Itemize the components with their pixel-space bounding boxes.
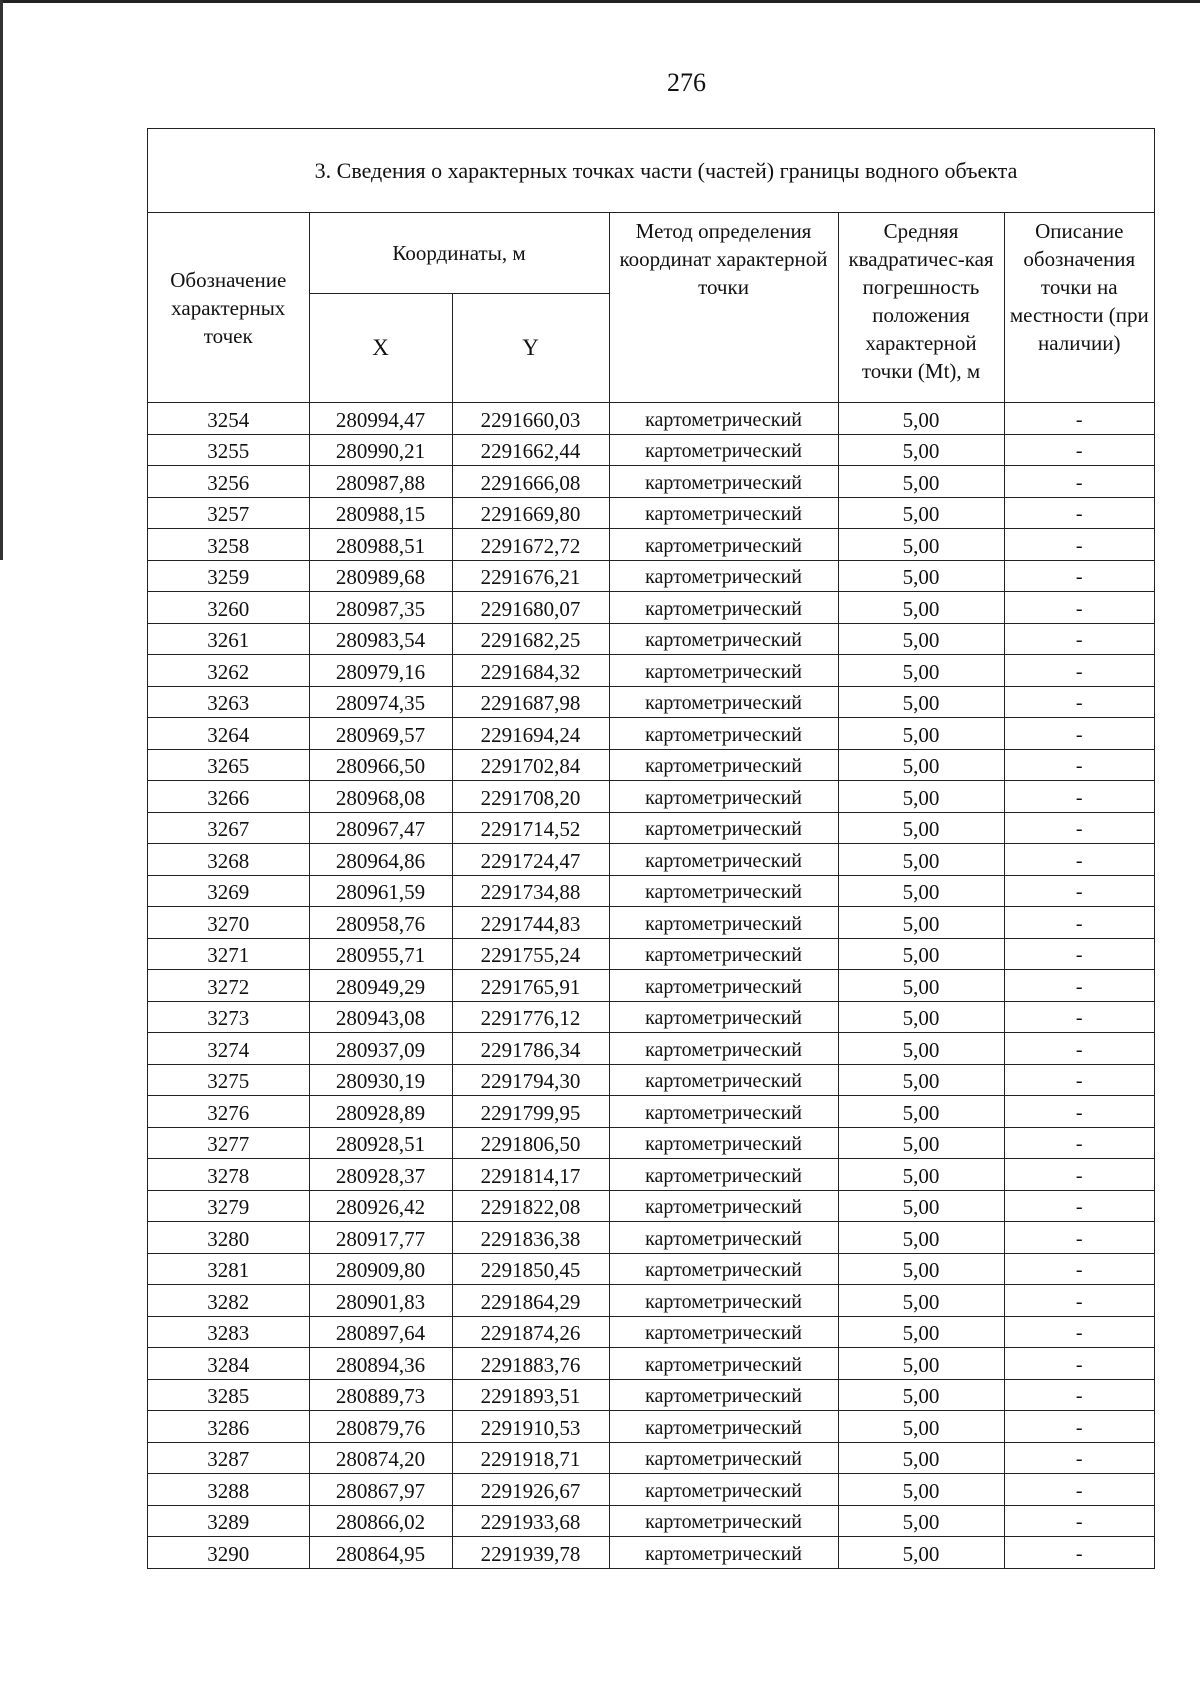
description-cell: - [1004,1316,1154,1348]
coord-x-cell: 280988,15 [309,497,452,529]
method-cell: картометрический [609,403,838,435]
description-cell: - [1004,1190,1154,1222]
coord-y-cell: 2291874,26 [452,1316,609,1348]
coord-y-cell: 2291893,51 [452,1379,609,1411]
error-cell: 5,00 [838,718,1004,750]
description-cell: - [1004,560,1154,592]
description-cell: - [1004,1033,1154,1065]
point-id-cell: 3278 [148,1159,309,1191]
table-row [148,1001,1154,1033]
description-cell: - [1004,1285,1154,1317]
description-cell: - [1004,497,1154,529]
coord-y-cell: 2291744,83 [452,907,609,939]
error-cell: 5,00 [838,1379,1004,1411]
coord-y-cell: 2291799,95 [452,1096,609,1128]
description-cell: - [1004,466,1154,498]
coord-x-cell: 280917,77 [309,1222,452,1254]
table-row [148,907,1154,939]
point-id-cell: 3277 [148,1127,309,1159]
method-cell: картометрический [609,1285,838,1317]
point-id-cell: 3289 [148,1505,309,1537]
coord-x-cell: 280961,59 [309,875,452,907]
error-cell: 5,00 [838,1253,1004,1285]
method-cell: картометрический [609,686,838,718]
description-cell: - [1004,1064,1154,1096]
method-cell: картометрический [609,1127,838,1159]
coord-x-cell: 280937,09 [309,1033,452,1065]
error-cell: 5,00 [838,1411,1004,1443]
point-id-cell: 3282 [148,1285,309,1317]
coord-x-cell: 280967,47 [309,812,452,844]
description-cell: - [1004,434,1154,466]
description-cell: - [1004,1537,1154,1568]
method-cell: картометрический [609,1096,838,1128]
description-cell: - [1004,1474,1154,1506]
coord-x-cell: 280987,35 [309,592,452,624]
table-row [148,1190,1154,1222]
error-cell: 5,00 [838,812,1004,844]
header-designation: Обозначение характерных точек [148,213,309,403]
error-cell: 5,00 [838,497,1004,529]
coord-x-cell: 280926,42 [309,1190,452,1222]
coord-y-cell: 2291765,91 [452,970,609,1002]
coord-y-cell: 2291724,47 [452,844,609,876]
method-cell: картометрический [609,1064,838,1096]
method-cell: картометрический [609,1159,838,1191]
point-id-cell: 3264 [148,718,309,750]
point-id-cell: 3273 [148,1001,309,1033]
error-cell: 5,00 [838,1442,1004,1474]
method-cell: картометрический [609,907,838,939]
coord-y-cell: 2291666,08 [452,466,609,498]
table-row [148,623,1154,655]
method-cell: картометрический [609,497,838,529]
point-id-cell: 3254 [148,403,309,435]
coord-x-cell: 280928,89 [309,1096,452,1128]
point-id-cell: 3283 [148,1316,309,1348]
coord-x-cell: 280988,51 [309,529,452,561]
point-id-cell: 3263 [148,686,309,718]
point-id-cell: 3269 [148,875,309,907]
method-cell: картометрический [609,1348,838,1380]
table-row [148,844,1154,876]
error-cell: 5,00 [838,1064,1004,1096]
point-id-cell: 3272 [148,970,309,1002]
coord-x-cell: 280867,97 [309,1474,452,1506]
coord-y-cell: 2291672,72 [452,529,609,561]
coord-y-cell: 2291864,29 [452,1285,609,1317]
table-row [148,938,1154,970]
error-cell: 5,00 [838,403,1004,435]
method-cell: картометрический [609,938,838,970]
table-row [148,1537,1154,1568]
point-id-cell: 3259 [148,560,309,592]
error-cell: 5,00 [838,907,1004,939]
error-cell: 5,00 [838,938,1004,970]
coord-x-cell: 280866,02 [309,1505,452,1537]
coord-x-cell: 280949,29 [309,970,452,1002]
point-id-cell: 3261 [148,623,309,655]
error-cell: 5,00 [838,529,1004,561]
method-cell: картометрический [609,781,838,813]
table-row [148,970,1154,1002]
coord-y-cell: 2291708,20 [452,781,609,813]
method-cell: картометрический [609,623,838,655]
point-id-cell: 3271 [148,938,309,970]
table-row [148,1379,1154,1411]
point-id-cell: 3281 [148,1253,309,1285]
error-cell: 5,00 [838,1348,1004,1380]
error-cell: 5,00 [838,1505,1004,1537]
error-cell: 5,00 [838,1316,1004,1348]
method-cell: картометрический [609,1253,838,1285]
coord-y-cell: 2291662,44 [452,434,609,466]
method-cell: картометрический [609,844,838,876]
method-cell: картометрический [609,655,838,687]
coord-x-cell: 280943,08 [309,1001,452,1033]
point-id-cell: 3288 [148,1474,309,1506]
table-row [148,560,1154,592]
table-row [148,718,1154,750]
coord-y-cell: 2291714,52 [452,812,609,844]
table-row [148,1222,1154,1254]
point-id-cell: 3284 [148,1348,309,1380]
coord-x-cell: 280968,08 [309,781,452,813]
coord-x-cell: 280879,76 [309,1411,452,1443]
method-cell: картометрический [609,1001,838,1033]
description-cell: - [1004,1348,1154,1380]
table-row [148,1442,1154,1474]
point-id-cell: 3260 [148,592,309,624]
description-cell: - [1004,1379,1154,1411]
description-cell: - [1004,592,1154,624]
coord-y-cell: 2291926,67 [452,1474,609,1506]
coord-y-cell: 2291918,71 [452,1442,609,1474]
coord-y-cell: 2291836,38 [452,1222,609,1254]
method-cell: картометрический [609,1379,838,1411]
error-cell: 5,00 [838,1033,1004,1065]
header-description: Описание обозначения точки на местности (при наличии) [1004,213,1154,403]
description-cell: - [1004,844,1154,876]
error-cell: 5,00 [838,1285,1004,1317]
coord-x-cell: 280909,80 [309,1253,452,1285]
error-cell: 5,00 [838,1222,1004,1254]
table-row [148,1253,1154,1285]
coord-y-cell: 2291822,08 [452,1190,609,1222]
description-cell: - [1004,655,1154,687]
error-cell: 5,00 [838,1127,1004,1159]
description-cell: - [1004,686,1154,718]
table-row [148,686,1154,718]
table-row [148,875,1154,907]
point-id-cell: 3256 [148,466,309,498]
coord-x-cell: 280966,50 [309,749,452,781]
method-cell: картометрический [609,970,838,1002]
description-cell: - [1004,1411,1154,1443]
header-method: Метод определения координат характерной точки [609,213,838,403]
method-cell: картометрический [609,718,838,750]
point-id-cell: 3268 [148,844,309,876]
method-cell: картометрический [609,1537,838,1568]
error-cell: 5,00 [838,560,1004,592]
point-id-cell: 3275 [148,1064,309,1096]
point-id-cell: 3266 [148,781,309,813]
table-row [148,1411,1154,1443]
coord-y-cell: 2291682,25 [452,623,609,655]
point-id-cell: 3276 [148,1096,309,1128]
error-cell: 5,00 [838,875,1004,907]
description-cell: - [1004,718,1154,750]
coord-x-cell: 280874,20 [309,1442,452,1474]
table-row [148,592,1154,624]
description-cell: - [1004,623,1154,655]
description-cell: - [1004,403,1154,435]
header-x: X [309,294,452,403]
method-cell: картометрический [609,592,838,624]
method-cell: картометрический [609,1474,838,1506]
error-cell: 5,00 [838,1474,1004,1506]
description-cell: - [1004,970,1154,1002]
error-cell: 5,00 [838,781,1004,813]
coord-y-cell: 2291939,78 [452,1537,609,1568]
coord-y-cell: 2291794,30 [452,1064,609,1096]
description-cell: - [1004,781,1154,813]
coord-x-cell: 280987,88 [309,466,452,498]
coord-y-cell: 2291850,45 [452,1253,609,1285]
description-cell: - [1004,1222,1154,1254]
error-cell: 5,00 [838,623,1004,655]
description-cell: - [1004,875,1154,907]
description-cell: - [1004,749,1154,781]
coord-y-cell: 2291933,68 [452,1505,609,1537]
description-cell: - [1004,1505,1154,1537]
table-row [148,1285,1154,1317]
point-id-cell: 3257 [148,497,309,529]
table-row [148,497,1154,529]
error-cell: 5,00 [838,1159,1004,1191]
table-title: 3. Сведения о характерных точках части (частей) границы водного объекта [148,129,1154,213]
coord-x-cell: 280928,51 [309,1127,452,1159]
table-row [148,655,1154,687]
method-cell: картометрический [609,434,838,466]
coord-x-cell: 280990,21 [309,434,452,466]
point-id-cell: 3290 [148,1537,309,1568]
coord-x-cell: 280989,68 [309,560,452,592]
coord-y-cell: 2291669,80 [452,497,609,529]
table-row [148,434,1154,466]
coord-y-cell: 2291734,88 [452,875,609,907]
method-cell: картометрический [609,812,838,844]
table-row [148,1127,1154,1159]
table-row [148,812,1154,844]
description-cell: - [1004,1096,1154,1128]
error-cell: 5,00 [838,970,1004,1002]
table-row [148,1474,1154,1506]
error-cell: 5,00 [838,1190,1004,1222]
table-row [148,749,1154,781]
table-row [148,1505,1154,1537]
point-id-cell: 3285 [148,1379,309,1411]
table-row [148,529,1154,561]
coord-x-cell: 280930,19 [309,1064,452,1096]
error-cell: 5,00 [838,1001,1004,1033]
method-cell: картометрический [609,466,838,498]
coord-y-cell: 2291755,24 [452,938,609,970]
table-row [148,466,1154,498]
coord-x-cell: 280964,86 [309,844,452,876]
description-cell: - [1004,907,1154,939]
error-cell: 5,00 [838,655,1004,687]
coord-x-cell: 280864,95 [309,1537,452,1568]
description-cell: - [1004,1253,1154,1285]
point-id-cell: 3286 [148,1411,309,1443]
point-id-cell: 3267 [148,812,309,844]
description-cell: - [1004,1159,1154,1191]
table-row [148,403,1154,435]
description-cell: - [1004,1442,1154,1474]
table-row [148,1064,1154,1096]
description-cell: - [1004,1001,1154,1033]
coord-x-cell: 280928,37 [309,1159,452,1191]
point-id-cell: 3258 [148,529,309,561]
coord-y-cell: 2291806,50 [452,1127,609,1159]
error-cell: 5,00 [838,844,1004,876]
error-cell: 5,00 [838,466,1004,498]
header-coordinates: Координаты, м [309,213,609,294]
table-row [148,1033,1154,1065]
method-cell: картометрический [609,1033,838,1065]
error-cell: 5,00 [838,686,1004,718]
coord-y-cell: 2291684,32 [452,655,609,687]
coord-x-cell: 280894,36 [309,1348,452,1380]
coord-x-cell: 280958,76 [309,907,452,939]
method-cell: картометрический [609,749,838,781]
table-row [148,1316,1154,1348]
point-id-cell: 3279 [148,1190,309,1222]
header-y: Y [452,294,609,403]
coord-y-cell: 2291814,17 [452,1159,609,1191]
header-error: Средняя квадратичес-кая погрешность положения характерной точки (Mt), м [838,213,1004,403]
table-row [148,1159,1154,1191]
table-row [148,1348,1154,1380]
coord-y-cell: 2291687,98 [452,686,609,718]
point-id-cell: 3280 [148,1222,309,1254]
method-cell: картометрический [609,1190,838,1222]
method-cell: картометрический [609,1505,838,1537]
coord-y-cell: 2291776,12 [452,1001,609,1033]
point-id-cell: 3274 [148,1033,309,1065]
error-cell: 5,00 [838,749,1004,781]
page-number: 276 [667,68,706,97]
description-cell: - [1004,529,1154,561]
points-table [148,213,1154,1568]
error-cell: 5,00 [838,1096,1004,1128]
error-cell: 5,00 [838,1537,1004,1568]
coord-x-cell: 280974,35 [309,686,452,718]
point-id-cell: 3265 [148,749,309,781]
coord-y-cell: 2291883,76 [452,1348,609,1380]
description-cell: - [1004,1127,1154,1159]
coord-x-cell: 280955,71 [309,938,452,970]
method-cell: картометрический [609,1442,838,1474]
description-cell: - [1004,812,1154,844]
method-cell: картометрический [609,1222,838,1254]
error-cell: 5,00 [838,434,1004,466]
coord-y-cell: 2291660,03 [452,403,609,435]
scan-top-edge [0,0,1200,3]
method-cell: картометрический [609,1411,838,1443]
table-row [148,781,1154,813]
coord-x-cell: 280901,83 [309,1285,452,1317]
coord-x-cell: 280889,73 [309,1379,452,1411]
points-table-frame [147,128,1155,1569]
coord-y-cell: 2291910,53 [452,1411,609,1443]
method-cell: картометрический [609,529,838,561]
coord-x-cell: 280897,64 [309,1316,452,1348]
point-id-cell: 3287 [148,1442,309,1474]
error-cell: 5,00 [838,592,1004,624]
coord-x-cell: 280994,47 [309,403,452,435]
coord-y-cell: 2291676,21 [452,560,609,592]
coord-y-cell: 2291702,84 [452,749,609,781]
coord-x-cell: 280983,54 [309,623,452,655]
coord-y-cell: 2291694,24 [452,718,609,750]
method-cell: картометрический [609,560,838,592]
coord-y-cell: 2291680,07 [452,592,609,624]
point-id-cell: 3262 [148,655,309,687]
method-cell: картометрический [609,1316,838,1348]
description-cell: - [1004,938,1154,970]
table-row [148,1096,1154,1128]
point-id-cell: 3255 [148,434,309,466]
method-cell: картометрический [609,875,838,907]
coord-x-cell: 280979,16 [309,655,452,687]
point-id-cell: 3270 [148,907,309,939]
coord-x-cell: 280969,57 [309,718,452,750]
coord-y-cell: 2291786,34 [452,1033,609,1065]
